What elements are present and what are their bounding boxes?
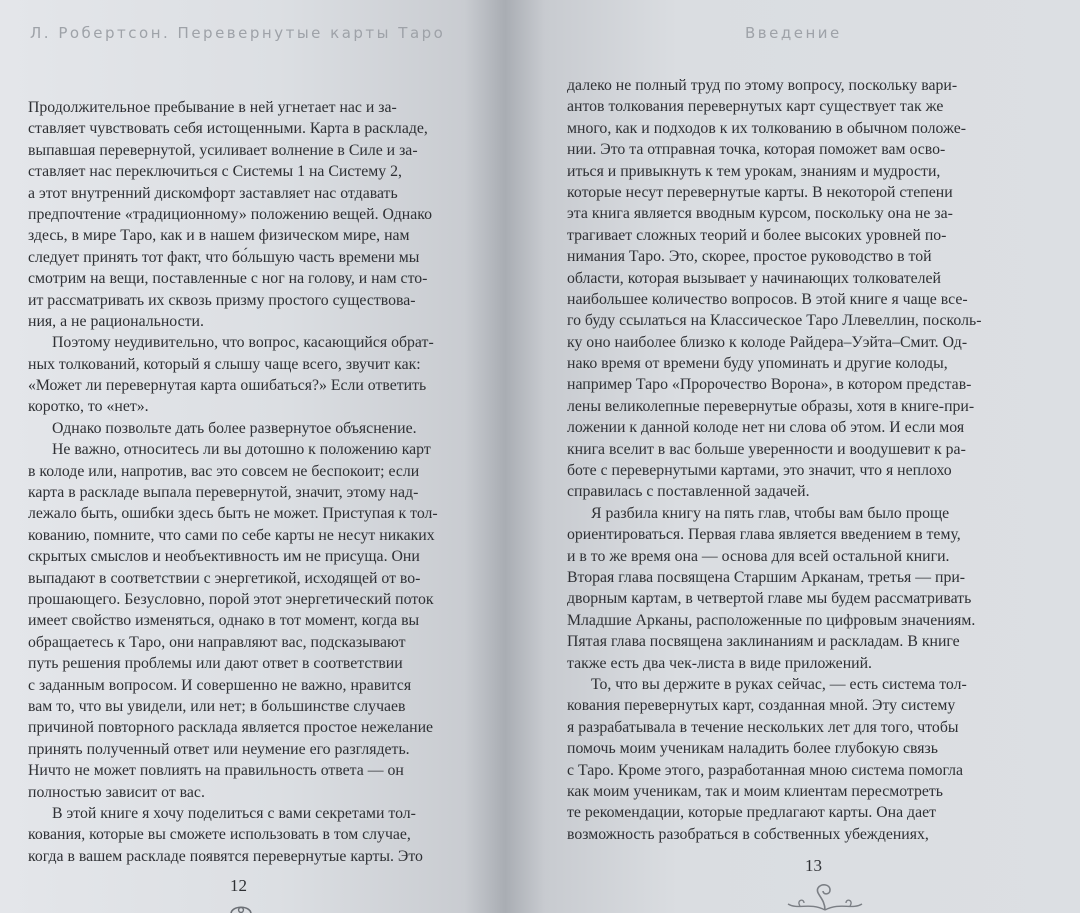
text-line: «Может ли перевернутая карта ошибаться?» Если ответить (28, 377, 427, 395)
text-line: справилась с поставленной задачей. (567, 483, 810, 501)
text-line: Младшие Арканы, расположенные по цифровым значениям. (567, 611, 976, 629)
text-line: много, как и подходов к их толкованию в обычном положе- (567, 119, 967, 137)
text-line: помочь моим ученикам наладить более глубокую связь (567, 740, 938, 758)
text-line: скрытых смыслов и необъективность им не присуща. Они (28, 548, 420, 566)
text-line: и в то же время она — основа для всей остальной книги. (567, 547, 950, 565)
text-line: выпадают в соответствии с энергетикой, исходящей от во- (28, 569, 421, 587)
text-line: ставляет чувствовать себя истощенными. Карта в раскладе, (28, 120, 428, 138)
text-line: те рекомендации, которые предлагают карты. Она дает (567, 804, 937, 822)
text-line: лежало быть, ошибки здесь быть не может. Приступая к тол- (28, 505, 438, 523)
text-line: Пятая глава посвящена заклинаниям и раскладам. В книге (567, 633, 960, 651)
text-line: трагивает сложных теорий и более высоких уровней по- (567, 226, 947, 244)
text-line: кования перевернутых карт, созданная мной. Эту систему (567, 697, 956, 715)
text-line: следует принять тот факт, что бо́льшую часть времени мы (28, 248, 420, 266)
text-line: В этой книге я хочу поделиться с вами секретами тол- (52, 804, 416, 822)
text-line: обращаетесь к Таро, они направляют вас, подсказывают (28, 633, 406, 651)
text-line: смотрим на вещи, поставленные с ног на голову, и нам сто- (28, 270, 428, 288)
right-page (505, 0, 1080, 913)
text-line: наибольшее количество вопросов. В этой книге я чаще все- (567, 290, 968, 308)
text-line: выпавшая перевернутой, усиливает волнение в Силе и за- (28, 141, 418, 159)
text-line: ложении к данной колоде нет ни слова об этом. И если моя (567, 419, 965, 437)
text-line: Вторая глава посвящена Старшим Арканам, третья — при- (567, 568, 966, 586)
text-line: далеко не полный труд по этому вопросу, поскольку вари- (567, 77, 958, 94)
text-line: когда в вашем раскладе появятся перевернутые карты. Это (28, 847, 423, 865)
text-line: имеет свойство изменяться, однако в тот момент, когда вы (28, 612, 420, 630)
text-line: здесь, в мире Таро, как и в нашем физическом мире, нам (28, 227, 410, 245)
text-line: антов толкования перевернутых карт существует так же (567, 98, 944, 116)
left-page-body (28, 97, 478, 867)
text-line: также есть два чек-листа в виде приложений. (567, 654, 873, 672)
text-line: ит рассматривать их сквозь призму простого существова- (28, 291, 416, 309)
text-line: кования, которые вы сможете использовать в том случае, (28, 826, 411, 844)
text-line: Поэтому неудивительно, что вопрос, касающийся обрат- (52, 334, 434, 352)
text-line: Продолжительное пребывание в ней угнетает нас и за- (28, 99, 397, 116)
text-line: прошающего. Безусловно, порой этот энергетический поток (28, 590, 434, 608)
text-line: ориентироваться. Первая глава является введением в тему, (567, 526, 961, 544)
right-page-body (567, 75, 1037, 845)
text-line: с заданным вопросом. И совершенно не важно, нравится (28, 676, 412, 694)
text-line: иться и привыкнуть к тем урокам, знаниям и мудрости, (567, 162, 941, 180)
running-head-right: Введение (745, 24, 842, 42)
text-line: ных толкований, который я слышу чаще всего, звучит как: (28, 355, 421, 373)
text-line: Ничто не может повлиять на правильность ответа — он (28, 762, 404, 780)
text-line: я разрабатывала в течение нескольких лет для того, чтобы (567, 718, 959, 736)
page-number-left: 12 (230, 876, 247, 895)
text-line: ставляет нас переключиться с Системы 1 на Систему 2, (28, 163, 402, 181)
text-line: Я разбила книгу на пять глав, чтобы вам было проще (591, 504, 950, 522)
text-line: коротко, то «нет». (28, 398, 149, 416)
text-line: как моим ученикам, так и моим клиентам пересмотреть (567, 782, 944, 800)
text-line: ку оно наиболее близко к колоде Райдера–Уэйта–Смит. Од- (567, 333, 968, 351)
text-line: области, которая вызывает у начинающих толкователей (567, 269, 942, 287)
text-line: нимания Таро. Это, скорее, простое руководство в той (567, 248, 932, 266)
ornament-icon (228, 902, 254, 913)
text-line: Однако позвольте дать более развернутое объяснение. (52, 419, 417, 437)
page-number-right: 13 (805, 856, 822, 875)
text-line: а этот внутренний дискомфорт заставляет нас отдавать (28, 184, 398, 202)
text-line: которые несут перевернутые карты. В некоторой степени (567, 183, 953, 201)
text-line: Не важно, относитесь ли вы дотошно к положению карт (52, 441, 431, 459)
left-page (0, 0, 505, 913)
text-line: с Таро. Кроме этого, разработанная мною система помогла (567, 761, 964, 779)
text-line: лены великолепные перевернутые образы, хотя в книге-при- (567, 397, 975, 415)
text-line: карта в раскладе выпала перевернутой, значит, этому над- (28, 484, 419, 502)
text-line: дворным картам, в четвертой главе мы будем рассматривать (567, 590, 972, 608)
text-line: эта книга является вводным курсом, поскольку она не за- (567, 205, 953, 223)
text-line: боте с перевернутыми картами, это значит, что я неплохо (567, 462, 952, 480)
text-line: в колоде или, напротив, вас это совсем не беспокоит; если (28, 462, 420, 480)
text-line: ния, а не рациональности. (28, 312, 204, 330)
floral-ornament-icon (780, 880, 870, 913)
text-line: книга вселит в вас больше уверенности и воодушевит к ра- (567, 440, 966, 458)
text-line: вам то, что вы увидели, или нет; в большинстве случаев (28, 697, 406, 715)
text-line: возможность разобраться в собственных убеждениях, (567, 825, 929, 843)
text-line: нако время от времени буду упоминать и другие колоды, (567, 355, 948, 373)
text-line: полностью зависит от вас. (28, 783, 205, 801)
text-line: То, что вы держите в руках сейчас, — есть система тол- (591, 675, 967, 693)
text-line: го буду ссылаться на Классическое Таро Ллевеллин, посколь- (567, 312, 982, 330)
text-line: например Таро «Пророчество Ворона», в котором представ- (567, 376, 972, 394)
text-line: кованию, помните, что сами по себе карты не несут никаких (28, 526, 435, 544)
text-line: нии. Это та отправная точка, которая поможет вам осво- (567, 141, 946, 159)
running-head-left: Л. Робертсон. Перевернутые карты Таро (30, 24, 446, 42)
text-line: путь решения проблемы или дают ответ в соответствии (28, 655, 403, 673)
text-line: причиной повторного расклада является простое нежелание (28, 719, 434, 737)
text-line: предпочтение «традиционному» положению вещей. Однако (28, 205, 432, 223)
text-line: принять полученный ответ или неумение его разглядеть. (28, 740, 410, 758)
